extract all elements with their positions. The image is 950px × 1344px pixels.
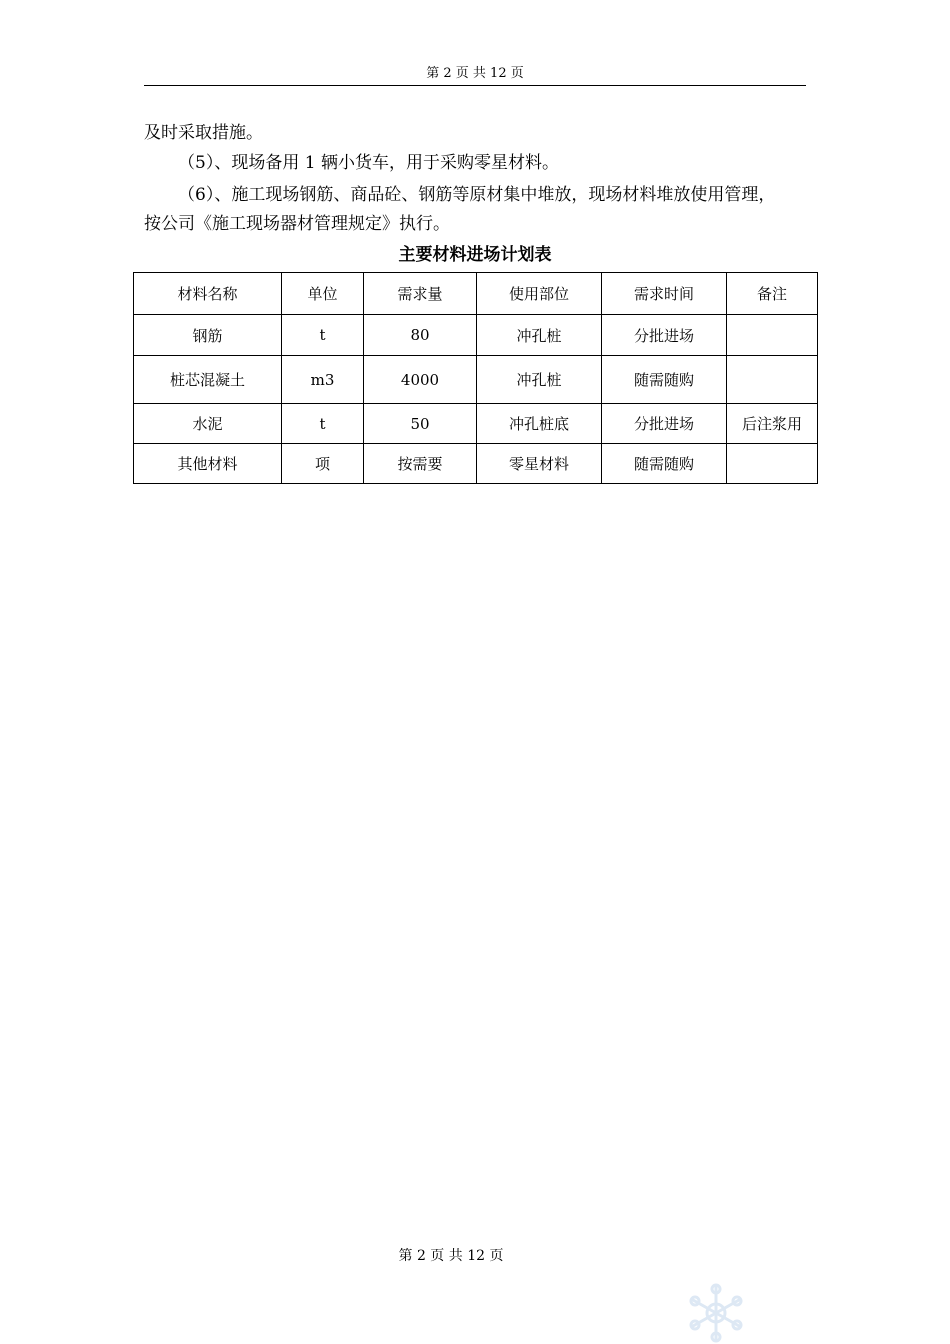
table-cell: 其他材料 — [134, 444, 282, 484]
table-cell: 50 — [364, 404, 477, 444]
table-cell: 冲孔桩 — [477, 315, 602, 356]
header-cell: 需求量 — [364, 273, 477, 315]
table-cell: t — [282, 404, 364, 444]
materials-table — [133, 272, 818, 484]
header-cell: 备注 — [727, 273, 818, 315]
table-row — [134, 404, 818, 444]
table-title: 主要材料进场计划表 — [398, 245, 552, 265]
table-row — [134, 356, 818, 404]
table-cell: 4000 — [364, 356, 477, 404]
paragraph-1: 及时采取措施。 — [144, 123, 263, 143]
table-cell: 80 — [364, 315, 477, 356]
table-cell: 后注浆用 — [727, 404, 818, 444]
snowflake-watermark-icon — [686, 1283, 746, 1343]
table-cell — [727, 444, 818, 484]
header-cell: 材料名称 — [134, 273, 282, 315]
table-row — [134, 315, 818, 356]
table-cell: 桩芯混凝土 — [134, 356, 282, 404]
paragraph-4: 按公司《施工现场器材管理规定》执行。 — [144, 214, 450, 234]
paragraph-2: （5）、现场备用 1 辆小货车，用于采购零星材料。 — [178, 153, 559, 173]
table-cell: 项 — [282, 444, 364, 484]
table-cell: 按需要 — [364, 444, 477, 484]
header-cell: 单位 — [282, 273, 364, 315]
table-cell: 水泥 — [134, 404, 282, 444]
table-cell: 冲孔桩 — [477, 356, 602, 404]
table-cell: t — [282, 315, 364, 356]
table-cell: 分批进场 — [602, 404, 727, 444]
paragraph-3: （6）、施工现场钢筋、商品砼、钢筋等原材集中堆放，现场材料堆放使用管理， — [178, 185, 776, 205]
page-footer: 第 2 页 共 12 页 — [398, 1248, 504, 1264]
table-cell: 分批进场 — [602, 315, 727, 356]
header-rule — [144, 85, 806, 86]
header-cell: 需求时间 — [602, 273, 727, 315]
page-header: 第 2 页 共 12 页 — [426, 66, 524, 81]
table-cell: 随需随购 — [602, 356, 727, 404]
table-cell: 冲孔桩底 — [477, 404, 602, 444]
table-cell — [727, 356, 818, 404]
table-cell: 零星材料 — [477, 444, 602, 484]
header-cell: 使用部位 — [477, 273, 602, 315]
table-cell: m3 — [282, 356, 364, 404]
table-header-row — [134, 273, 818, 315]
table-row — [134, 444, 818, 484]
table-cell: 钢筋 — [134, 315, 282, 356]
table-cell — [727, 315, 818, 356]
table-cell: 随需随购 — [602, 444, 727, 484]
